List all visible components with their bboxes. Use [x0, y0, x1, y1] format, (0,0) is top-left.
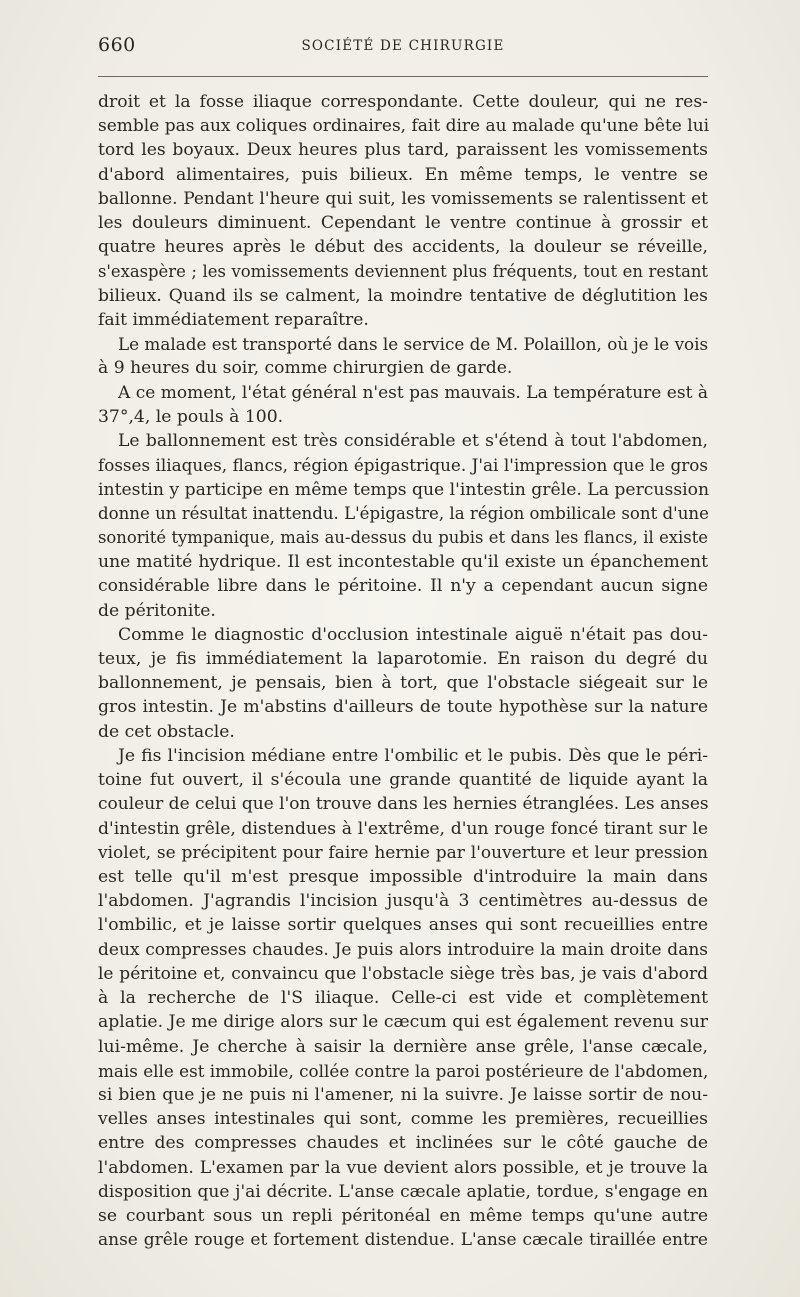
text-line: gros intestin. Je m'abstins d'ailleurs de toute hypothèse sur la nature — [98, 697, 708, 718]
text-line: est telle qu'il m'est presque impossible d'introduire la main dans — [98, 867, 708, 887]
text-line: donne un résultat inattendu. L'épigastre, la région ombilicale sont d'une — [98, 503, 709, 523]
text-line: anse grêle rouge et fortement distendue. L'anse cæcale tiraillée entre — [98, 1230, 708, 1251]
text-line: teux, je fis immédiatement la laparotomie. En raison du degré du — [98, 649, 708, 670]
text-line: l'abdomen. J'agrandis l'incision jusqu'à 3 centimètres au-dessus de — [98, 891, 708, 912]
running-title: SOCIÉTÉ DE CHIRURGIE — [301, 38, 505, 54]
text-line: toine fut ouvert, il s'écoula une grande quantité de liquide ayant la — [98, 770, 708, 791]
page-number: 660 — [98, 34, 136, 56]
text-line: tord les boyaux. Deux heures plus tard, paraissent les vomissements — [98, 140, 708, 161]
text-line: ballonne. Pendant l'heure qui suit, les vomissements se ralentissent et — [98, 188, 708, 209]
text-line: de péritonite. — [98, 600, 216, 621]
text-line: entre des compresses chaudes et inclinées sur le côté gauche de — [98, 1133, 708, 1154]
text-line: les douleurs diminuent. Cependant le ventre continue à grossir et — [98, 213, 708, 234]
text-line: s'exaspère ; les vomissements deviennent plus fréquents, tout en restant — [98, 261, 708, 281]
text-line: semble pas aux coliques ordinaires, fait dire au malade qu'une bête lui — [98, 116, 710, 137]
text-line: l'ombilic, et je laisse sortir quelques anses qui sont recueillies entre — [98, 915, 708, 936]
text-line: Le malade est transporté dans le service de M. Polaillon, où je le vois — [118, 334, 709, 355]
text-line: disposition que j'ai décrite. L'anse cæcale aplatie, tordue, s'engage en — [98, 1181, 708, 1202]
text-line: Comme le diagnostic d'occlusion intestinale aiguë n'était pas dou- — [118, 624, 708, 645]
text-line: lui-même. Je cherche à saisir la dernière anse grêle, l'anse cæcale, — [98, 1036, 708, 1057]
text-line: fait immédiatement reparaître. — [98, 309, 369, 330]
text-line: 37°,4, le pouls à 100. — [98, 406, 284, 427]
text-line: velles anses intestinales qui sont, comme les premières, recueillies — [98, 1109, 708, 1130]
text-line: d'intestin grêle, distendues à l'extrême, d'un rouge foncé tirant sur le — [98, 818, 708, 839]
text-line: le péritoine et, convaincu que l'obstacle siège très bas, je vais d'abord — [98, 963, 708, 984]
text-line: deux compresses chaudes. Je puis alors introduire la main droite dans — [98, 939, 708, 960]
text-line: ballonnement, je pensais, bien à tort, que l'obstacle siégeait sur le — [98, 673, 708, 694]
text-line: se courbant sous un repli péritonéal en même temps qu'une autre — [98, 1206, 708, 1227]
text-line: intestin y participe en même temps que l'intestin grêle. La percussion — [98, 479, 710, 500]
text-line: si bien que je ne puis ni l'amener, ni la suivre. Je laisse sortir de nou- — [98, 1084, 708, 1105]
text-line: aplatie. Je me dirige alors sur le cæcum qui est également revenu sur — [98, 1012, 708, 1033]
text-line: considérable libre dans le péritoine. Il n'y a cependant aucun signe — [98, 576, 708, 597]
text-line: d'abord alimentaires, puis bilieux. En même temps, le ventre se — [98, 164, 708, 185]
header-rule — [98, 76, 708, 77]
text-line: sonorité tympanique, mais au-dessus du pubis et dans les flancs, il existe — [98, 527, 708, 547]
text-line: fosses iliaques, flancs, région épigastrique. J'ai l'impression que le gros — [98, 455, 708, 476]
text-line: droit et la fosse iliaque correspondante. Cette douleur, qui ne res- — [98, 92, 708, 112]
text-line: mais elle est immobile, collée contre la paroi postérieure de l'abdomen, — [98, 1060, 709, 1081]
text-line: une matité hydrique. Il est incontestable qu'il existe un épanchement — [98, 552, 708, 573]
text-line: à 9 heures du soir, comme chirurgien de garde. — [98, 358, 513, 379]
text-line: de cet obstacle. — [98, 721, 235, 742]
text-line: à la recherche de l'S iliaque. Celle-ci est vide et complètement — [98, 988, 708, 1009]
text-line: Je fis l'incision médiane entre l'ombilic et le pubis. Dès que le péri- — [118, 745, 708, 766]
text-line: Le ballonnement est très considérable et s'étend à tout l'abdomen, — [118, 431, 708, 452]
text-line: quatre heures après le début des accidents, la douleur se réveille, — [98, 237, 708, 258]
text-line: l'abdomen. L'examen par la vue devient alors possible, et je trouve la — [98, 1157, 708, 1178]
text-line: A ce moment, l'état général n'est pas mauvais. La température est à — [118, 382, 708, 403]
text-line: violet, se précipitent pour faire hernie par l'ouverture et leur pression — [98, 842, 708, 863]
body-text — [98, 90, 708, 1253]
text-line: bilieux. Quand ils se calment, la moindre tentative de déglutition les — [98, 285, 708, 306]
text-line: couleur de celui que l'on trouve dans les hernies étranglées. Les anses — [98, 794, 709, 815]
page-header — [98, 34, 708, 64]
